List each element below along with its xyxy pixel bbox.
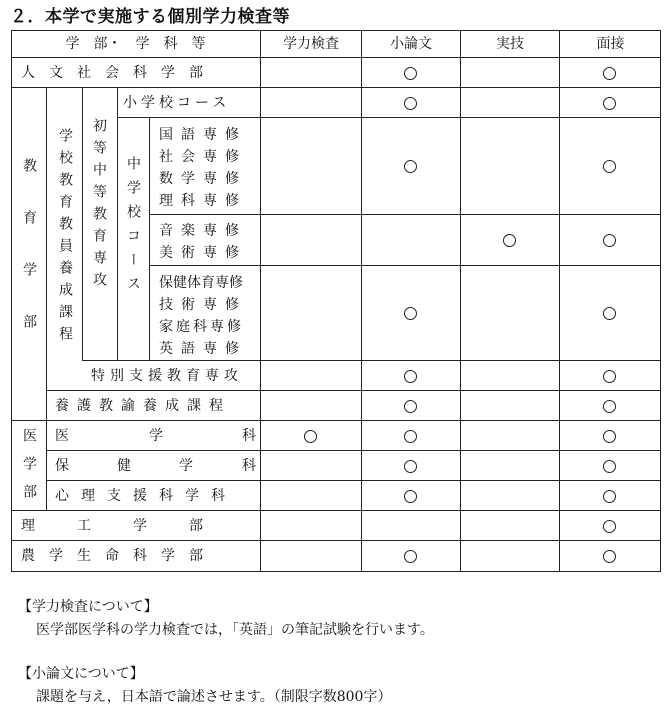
major-sugaku: 数学専修 bbox=[159, 171, 247, 187]
course-shogakko: 小学校コース bbox=[123, 95, 231, 111]
major-gijutsu: 技術専修 bbox=[159, 297, 247, 313]
header-essay: 小論文 bbox=[390, 36, 432, 52]
mark-igakuka-academic bbox=[304, 430, 317, 443]
course-yogo: 養護教諭養成課程 bbox=[55, 398, 231, 414]
hoken-char-3: 学 bbox=[179, 458, 193, 474]
mark-hoken-essay bbox=[404, 460, 417, 473]
igakuka-char-2: 学 bbox=[149, 428, 163, 444]
group-2 bbox=[159, 220, 247, 264]
igakuka-char-1: 医 bbox=[55, 428, 69, 444]
major-eigo: 英語専修 bbox=[159, 341, 247, 357]
header-academic-test: 学力検査 bbox=[283, 36, 339, 52]
course-chugakko: 中学校コース bbox=[125, 156, 141, 300]
hoken-char-2: 健 bbox=[117, 458, 131, 474]
mark-shogakko-interview bbox=[603, 97, 616, 110]
major-hoken-taiiku: 保健体育専修 bbox=[159, 275, 243, 291]
mark-nogaku-essay bbox=[404, 550, 417, 563]
note-essay-heading: 【小論文について】 bbox=[18, 666, 144, 682]
mark-jinbun-essay bbox=[404, 67, 417, 80]
header-practical: 実技 bbox=[496, 36, 524, 52]
mark-g2-practical bbox=[503, 234, 516, 247]
note-essay-body: 課題を与え，日本語で論述させます。（制限字数800字） bbox=[36, 689, 392, 705]
mark-g1-interview bbox=[603, 160, 616, 173]
igakuka-char-3: 科 bbox=[242, 428, 256, 444]
dept-kyoiku: 教育学部 bbox=[21, 158, 37, 366]
major-shochu: 初等中等教育専攻 bbox=[91, 118, 107, 294]
dept-riko: 理 工 学 部 bbox=[21, 518, 203, 534]
mark-g3-essay bbox=[404, 307, 417, 320]
mark-igakuka-interview bbox=[603, 430, 616, 443]
mark-g1-essay bbox=[404, 160, 417, 173]
dept-nogaku: 農 学 生 命 科 学 部 bbox=[21, 548, 203, 564]
mark-jinbun-interview bbox=[603, 67, 616, 80]
mark-g2-interview bbox=[603, 234, 616, 247]
exam-table bbox=[11, 30, 661, 572]
note-academic-heading: 【学力検査について】 bbox=[18, 599, 158, 615]
major-kokugo: 国語専修 bbox=[159, 127, 247, 143]
header-interview: 面接 bbox=[596, 36, 625, 52]
mark-tokubetsu-essay bbox=[404, 370, 417, 383]
mark-igakuka-essay bbox=[404, 430, 417, 443]
mark-yogo-interview bbox=[603, 400, 616, 413]
hoken-char-1: 保 bbox=[55, 458, 69, 474]
major-bijutsu: 美術専修 bbox=[159, 245, 247, 261]
dept-jinbun: 人 文 社 会 科 学 部 bbox=[21, 65, 203, 81]
note-academic-body: 医学部医学科の学力検査では，「英語」の筆記試験を行います。 bbox=[36, 622, 434, 638]
hoken-char-4: 科 bbox=[242, 458, 256, 474]
mark-g3-interview bbox=[603, 307, 616, 320]
header-department: 学 部・ 学 科 等 bbox=[65, 36, 206, 52]
course-gakko: 学校教育教員養成課程 bbox=[57, 128, 73, 348]
major-rika: 理科専修 bbox=[159, 193, 247, 209]
major-kateika: 家庭科専修 bbox=[159, 319, 244, 335]
major-shakai: 社会専修 bbox=[159, 149, 247, 165]
section-title: ２．本学で実施する個別学力検査等 bbox=[10, 7, 290, 27]
dept-igaku: 医学部 bbox=[21, 428, 37, 512]
mark-shinri-interview bbox=[603, 490, 616, 503]
group-1 bbox=[159, 124, 247, 212]
mark-shinri-essay bbox=[404, 490, 417, 503]
mark-nogaku-interview bbox=[603, 550, 616, 563]
mark-riko-interview bbox=[603, 520, 616, 533]
dept-shinri: 心理支援科学科 bbox=[55, 488, 237, 504]
major-tokubetsu: 特別支援教育専攻 bbox=[91, 368, 243, 384]
group-3 bbox=[159, 272, 247, 360]
mark-hoken-interview bbox=[603, 460, 616, 473]
mark-shogakko-essay bbox=[404, 97, 417, 110]
major-ongaku: 音楽専修 bbox=[159, 223, 247, 239]
mark-yogo-essay bbox=[404, 400, 417, 413]
mark-tokubetsu-interview bbox=[603, 370, 616, 383]
